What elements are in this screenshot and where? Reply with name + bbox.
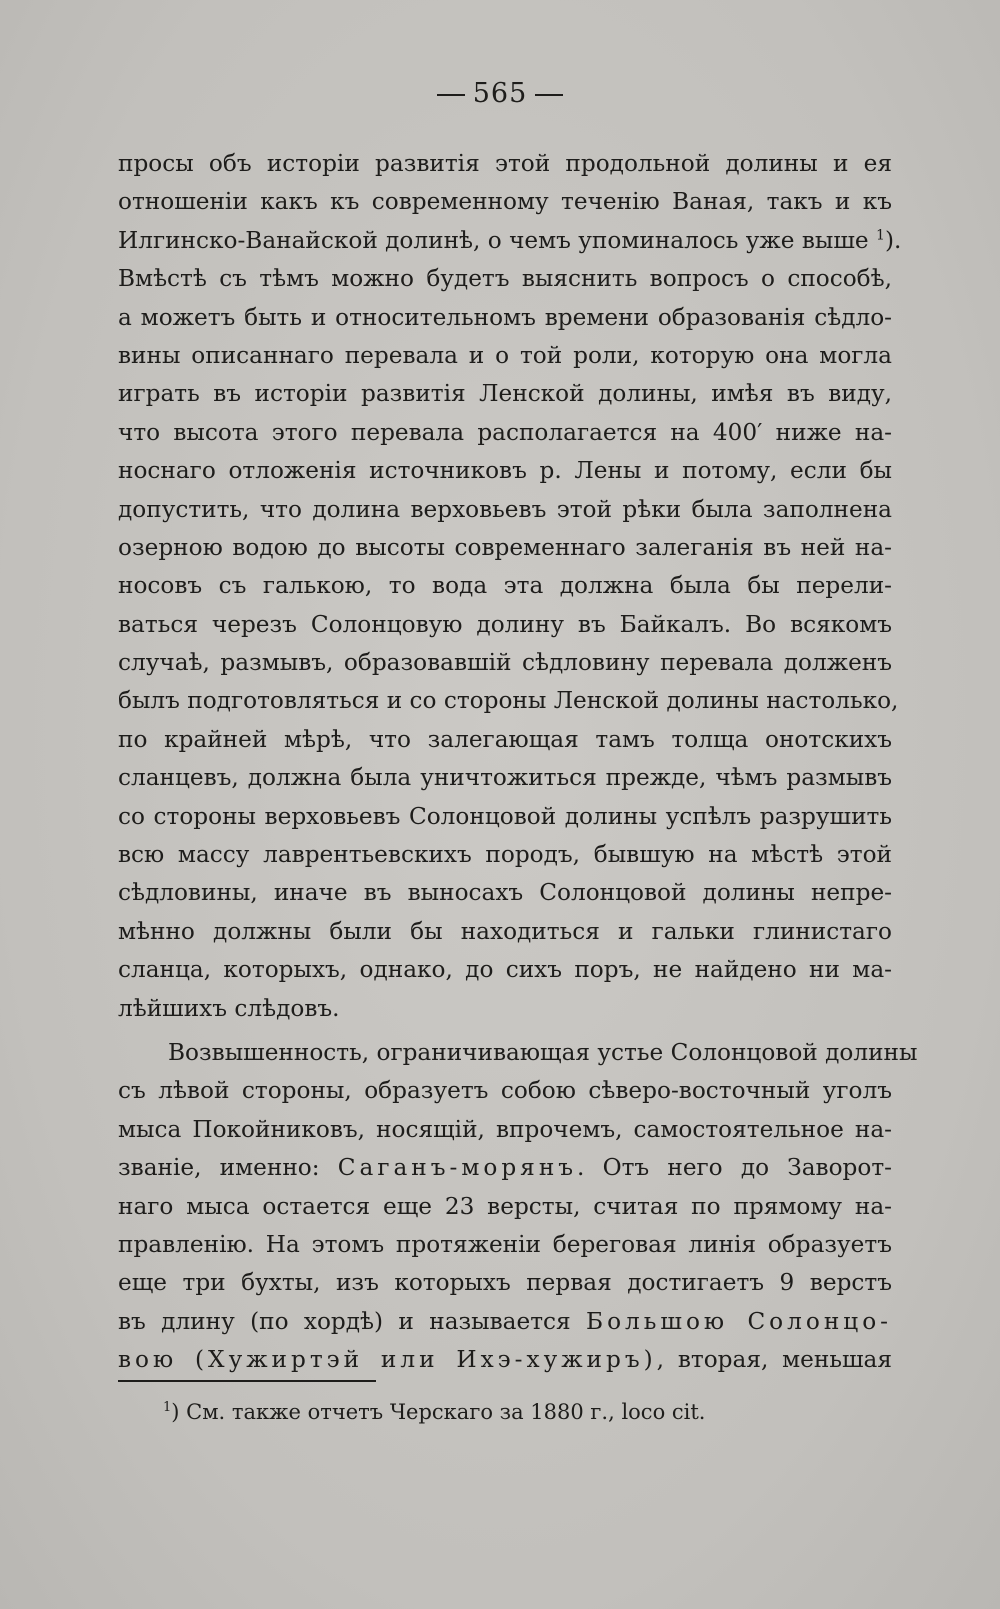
text-line: просы объ исторіи развитія этой продольной долины и ея xyxy=(118,150,892,177)
text-line: сланцевъ, должна была уничтожиться прежде, чѣмъ размывъ xyxy=(118,764,892,792)
text-line: озерною водою до высоты современнаго залеганія въ ней на- xyxy=(118,533,892,561)
text-line: допустить, что долина верховьевъ этой рѣки была заполнена xyxy=(118,495,892,523)
text-line: лѣйшихъ слѣдовъ. xyxy=(118,994,340,1022)
text-line: со стороны верховьевъ Солонцовой долины успѣлъ разрушить xyxy=(118,802,892,830)
text-line-content: Илгинско-Ванайской долинѣ, о чемъ упоминалось уже выше xyxy=(118,226,869,254)
text-line: а можетъ быть и относительномъ времени образованія сѣдло- xyxy=(118,303,892,331)
text-line: носовъ съ галькою, то вода эта должна была бы перели- xyxy=(118,572,892,600)
text-line: сѣдловины, иначе въ выносахъ Солонцовой долины непре- xyxy=(118,879,892,907)
text-line: сланца, которыхъ, однако, до сихъ поръ, не найдено ни ма- xyxy=(118,956,892,984)
text-line: еще три бухты, изъ которыхъ первая достигаетъ 9 верстъ xyxy=(118,1269,892,1297)
text-line: правленію. На этомъ протяженіи береговая линія образуетъ xyxy=(118,1230,892,1258)
spaced-place-name: Большою Солонцо- xyxy=(586,1307,892,1335)
text-line: мыса Покойниковъ, носящій, впрочемъ, самостоятельное на- xyxy=(118,1115,892,1143)
text-line: носнаго отложенія источниковъ р. Лены и потому, если бы xyxy=(118,457,892,485)
footnote-marker-close: ) xyxy=(171,1400,180,1424)
text-line: Возвышенность, ограничивающая устье Солонцовой долины xyxy=(168,1038,918,1066)
text-line xyxy=(118,222,902,260)
text-line: съ лѣвой стороны, образуетъ собою сѣверо-восточный уголъ xyxy=(118,1077,892,1105)
text-line: Вмѣстѣ съ тѣмъ можно будетъ выяснить вопросъ о способѣ, xyxy=(118,265,892,293)
spaced-place-name: вою (Хужиртэй или Ихэ-хужиръ) xyxy=(118,1346,657,1374)
text-line: всю массу лаврентьевскихъ породъ, бывшую на мѣстѣ этой xyxy=(118,841,892,869)
text-line: ваться черезъ Солонцовую долину въ Байкалъ. Во всякомъ xyxy=(118,610,892,638)
footnote xyxy=(163,1397,705,1427)
text-line: мѣнно должны были бы находиться и гальки глинистаго xyxy=(118,917,892,945)
spaced-place-name: Саганъ-морянъ xyxy=(337,1154,578,1182)
text-line-content: званіе, именно: xyxy=(118,1154,320,1182)
page-number xyxy=(0,78,1000,109)
footnote-reference: 1 xyxy=(876,227,885,244)
text-line: былъ подготовляться и со стороны Ленской долины настолько, xyxy=(118,687,899,715)
page-number-dash-left xyxy=(437,94,465,96)
text-line: отношеніи какъ къ современному теченію Ваная, такъ и къ xyxy=(118,188,892,216)
page-number-dash-right xyxy=(535,94,563,96)
text-line-content: , вторая, меньшая xyxy=(656,1346,892,1374)
text-line: вины описаннаго перевала и о той роли, которую она могла xyxy=(118,341,892,369)
text-line xyxy=(118,1149,892,1187)
text-line-content: въ длину (по хордѣ) и называется xyxy=(118,1307,571,1335)
text-line: случаѣ, размывъ, образовавшій сѣдловину перевала долженъ xyxy=(118,649,892,677)
footnote-separator xyxy=(118,1380,376,1382)
footnote-text: См. также отчетъ Черскаго за 1880 г., loco cit. xyxy=(179,1400,706,1424)
text-line: по крайней мѣрѣ, что залегающая тамъ толща онотскихъ xyxy=(118,725,892,753)
text-line-content: . Отъ него до Заворот- xyxy=(577,1154,892,1182)
footnote-reference-close: ). xyxy=(884,226,902,254)
text-line xyxy=(118,1341,892,1379)
page-number-value: 565 xyxy=(472,78,528,109)
body-text xyxy=(118,145,918,1380)
text-line: наго мыса остается еще 23 версты, считая по прямому на- xyxy=(118,1192,892,1220)
text-line: играть въ исторіи развитія Ленской долины, имѣя въ виду, xyxy=(118,380,892,408)
text-line xyxy=(118,1303,892,1341)
text-line: что высота этого перевала располагается на 400′ ниже на- xyxy=(118,418,892,446)
footnote-marker: 1 xyxy=(163,1400,172,1415)
